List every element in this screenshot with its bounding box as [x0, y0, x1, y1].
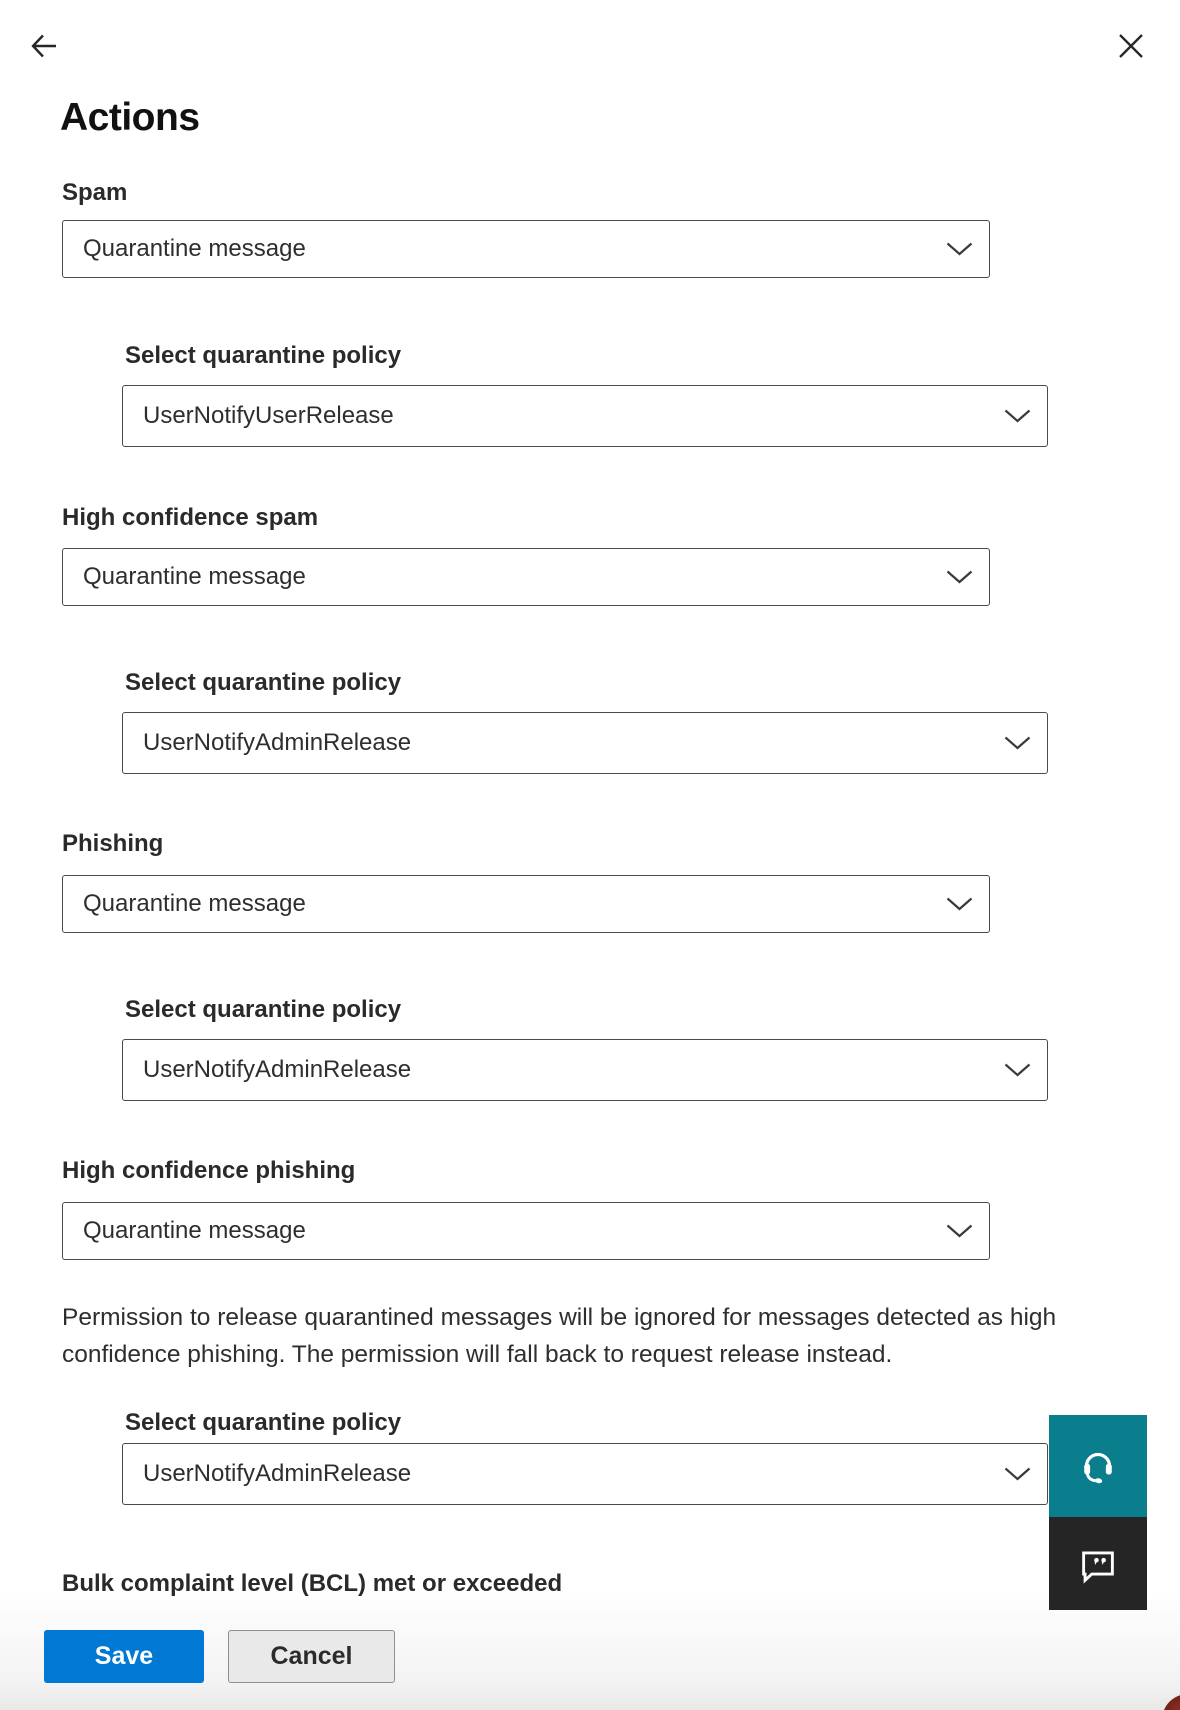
high-confidence-spam-policy-label: Select quarantine policy	[125, 669, 402, 696]
chevron-down-icon	[946, 1224, 973, 1238]
bulk-complaint-level-label: Bulk complaint level (BCL) met or exceeded	[62, 1570, 563, 1597]
phishing-quarantine-policy-dropdown[interactable]	[122, 1039, 1048, 1101]
headset-icon	[1075, 1443, 1121, 1489]
close-icon	[1115, 30, 1147, 62]
phishing-action-dropdown[interactable]	[62, 875, 990, 933]
spam-action-value: Quarantine message	[83, 235, 306, 262]
close-button[interactable]	[1109, 24, 1153, 68]
high-confidence-phishing-note: Permission to release quarantined messages will be ignored for messages detected as high confidence phishing. The permission will fall back to request release instead.	[62, 1304, 1057, 1368]
chevron-down-icon	[1004, 1467, 1031, 1481]
spam-label: Spam	[62, 179, 128, 206]
spam-policy-label: Select quarantine policy	[125, 342, 402, 369]
phishing-policy-value: UserNotifyAdminRelease	[143, 1056, 412, 1083]
high-confidence-phishing-policy-label: Select quarantine policy	[125, 1409, 402, 1436]
phishing-policy-label: Select quarantine policy	[125, 996, 402, 1023]
chevron-down-icon	[946, 242, 973, 256]
high-confidence-spam-action-dropdown[interactable]	[62, 548, 990, 606]
spam-quarantine-policy-dropdown[interactable]	[122, 385, 1048, 447]
high-confidence-spam-policy-value: UserNotifyAdminRelease	[143, 729, 412, 756]
high-confidence-phishing-policy-value: UserNotifyAdminRelease	[143, 1460, 412, 1487]
high-confidence-phishing-label: High confidence phishing	[62, 1157, 356, 1184]
phishing-label: Phishing	[62, 830, 164, 857]
chevron-down-icon	[1004, 1063, 1031, 1077]
high-confidence-phishing-action-dropdown[interactable]	[62, 1202, 990, 1260]
spam-action-dropdown[interactable]	[62, 220, 990, 278]
high-confidence-phishing-quarantine-policy-dropdown[interactable]	[122, 1443, 1048, 1505]
high-confidence-spam-action-value: Quarantine message	[83, 563, 306, 590]
save-button[interactable]: Save	[44, 1630, 204, 1683]
spam-policy-value: UserNotifyUserRelease	[143, 402, 394, 429]
high-confidence-spam-label: High confidence spam	[62, 504, 319, 531]
back-button[interactable]	[22, 24, 66, 68]
feedback-chat-button[interactable]	[1049, 1517, 1147, 1610]
chevron-down-icon	[1004, 409, 1031, 423]
page-title: Actions	[60, 96, 200, 139]
chevron-down-icon	[946, 570, 973, 584]
footer-bar	[0, 1599, 1180, 1710]
chat-bubble-icon	[1075, 1541, 1121, 1587]
high-confidence-phishing-action-value: Quarantine message	[83, 1217, 306, 1244]
phishing-action-value: Quarantine message	[83, 890, 306, 917]
cancel-button[interactable]: Cancel	[228, 1630, 395, 1683]
chevron-down-icon	[946, 897, 973, 911]
chevron-down-icon	[1004, 736, 1031, 750]
high-confidence-spam-quarantine-policy-dropdown[interactable]	[122, 712, 1048, 774]
back-arrow-icon	[25, 27, 63, 65]
help-support-button[interactable]	[1049, 1415, 1147, 1517]
